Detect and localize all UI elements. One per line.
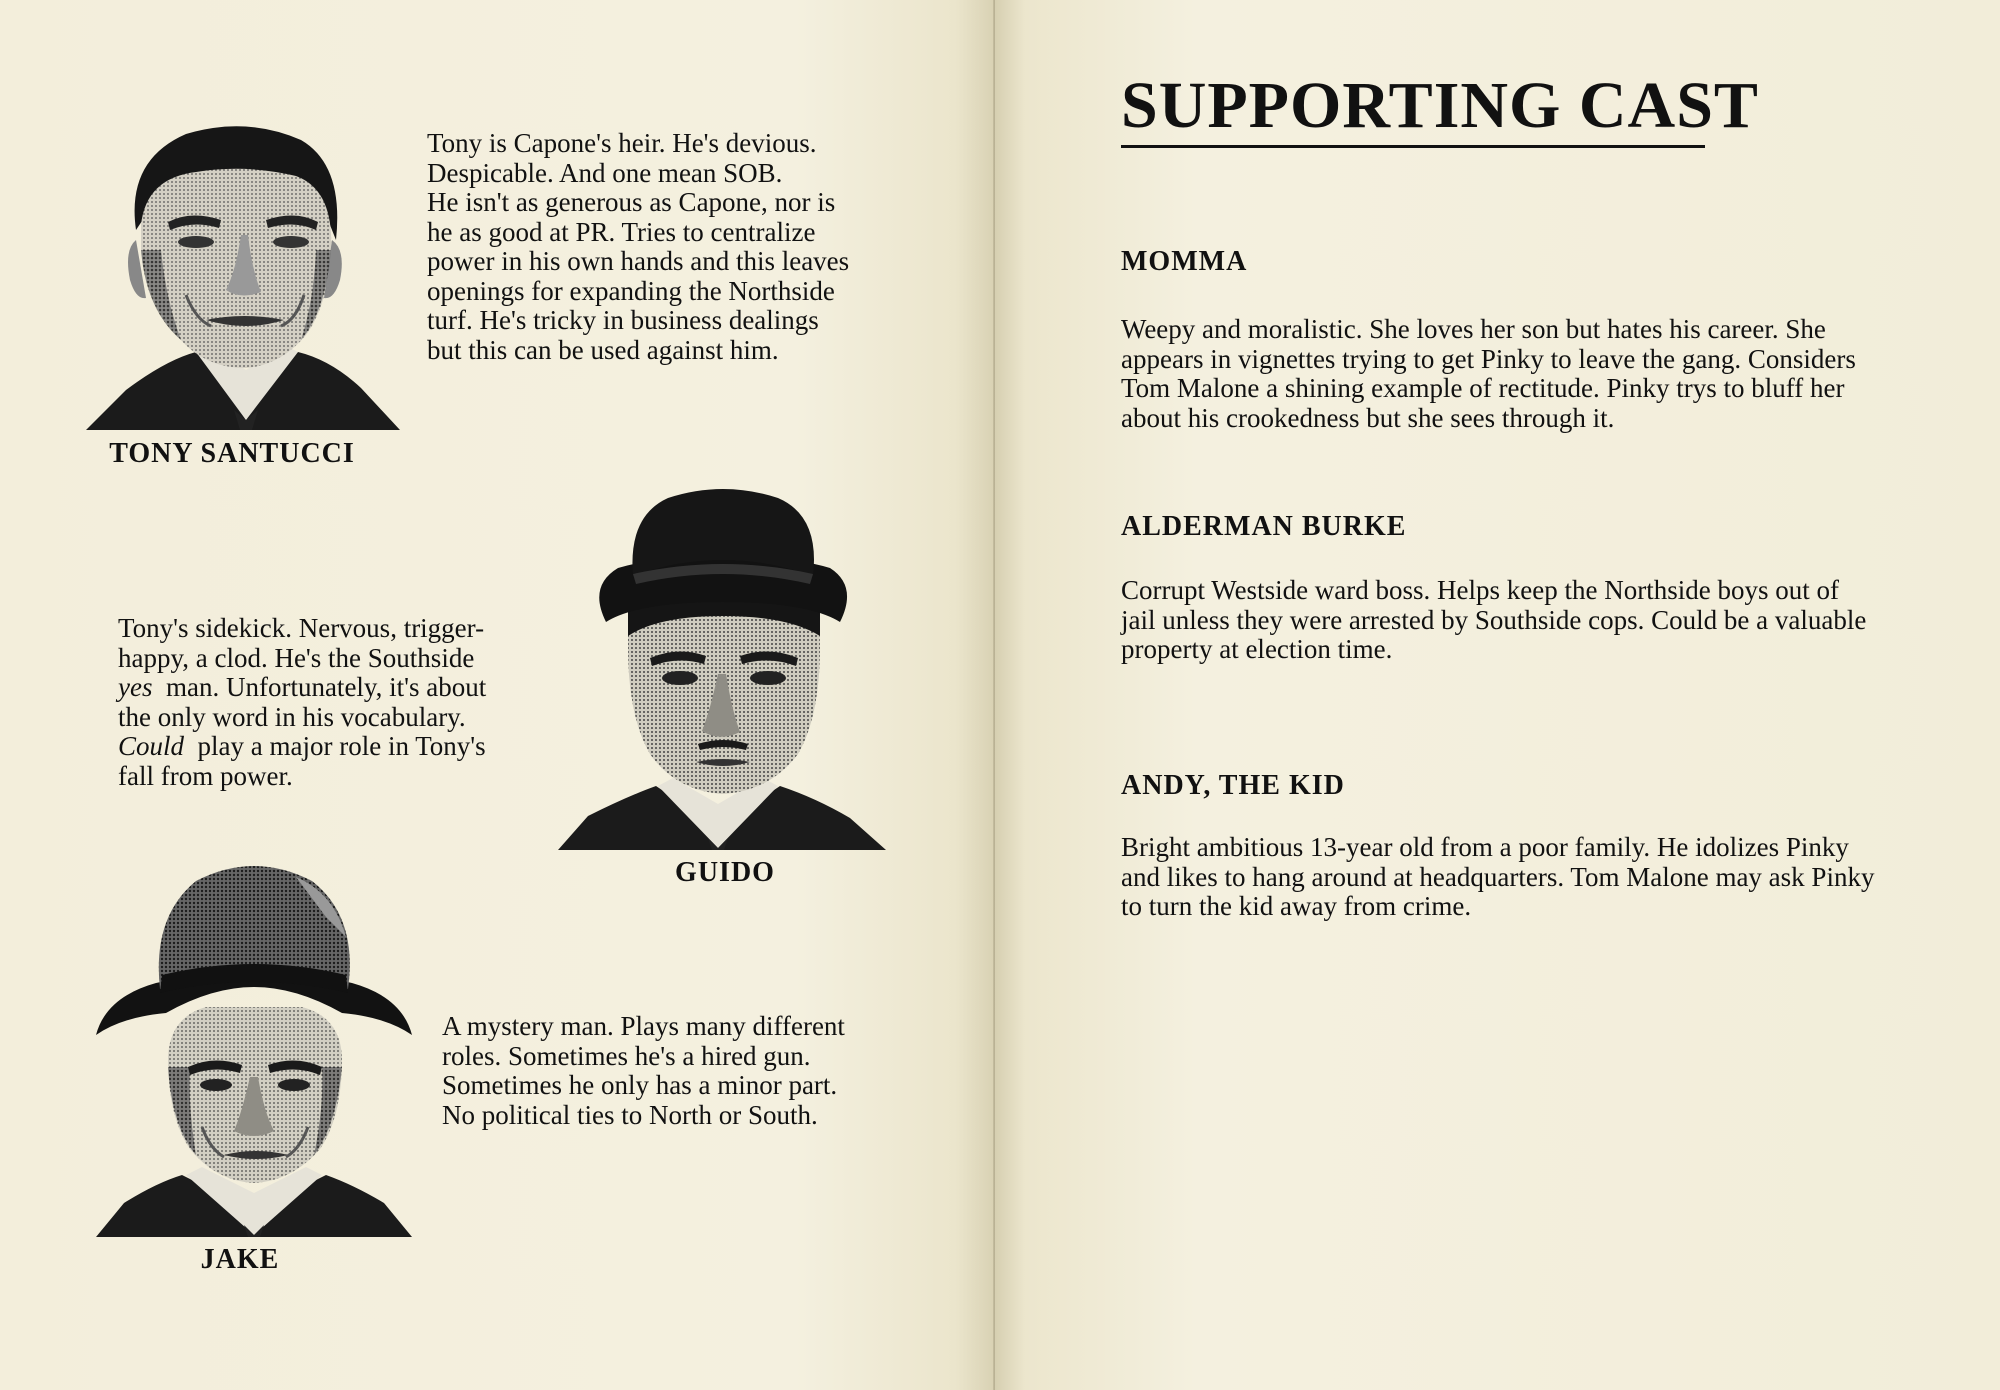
alderman-burke-heading: ALDERMAN BURKE bbox=[1121, 511, 1407, 542]
tony-santucci-bio bbox=[427, 129, 849, 365]
bio-line: happy, a clod. He's the Southside bbox=[118, 642, 475, 673]
desc-line: Corrupt Westside ward boss. Helps keep the Northside boys out of bbox=[1121, 575, 1839, 605]
desc-line: to turn the kid away from crime. bbox=[1121, 891, 1472, 921]
desc-line: property at election time. bbox=[1121, 634, 1393, 664]
bio-line: Tony is Capone's heir. He's devious. bbox=[427, 128, 817, 158]
emphasis-yes: yes bbox=[118, 672, 153, 702]
bio-line: power in his own hands and this leaves bbox=[427, 246, 850, 276]
momma-heading: MOMMA bbox=[1121, 246, 1248, 277]
bio-line bbox=[118, 732, 486, 762]
bio-line: roles. Sometimes he's a hired gun. bbox=[442, 1040, 811, 1071]
guido-portrait bbox=[558, 486, 886, 850]
right-page bbox=[995, 0, 2000, 1390]
bio-line: He isn't as generous as Capone, nor is bbox=[427, 187, 836, 217]
guido-caption: GUIDO bbox=[675, 857, 775, 888]
alderman-burke-description bbox=[1121, 576, 1866, 665]
title-underline bbox=[1121, 145, 1705, 148]
desc-line: Bright ambitious 13-year old from a poor family. He idolizes Pinky bbox=[1121, 832, 1849, 862]
bio-line: Sometimes he only has a minor part. bbox=[442, 1070, 838, 1100]
jake-bio bbox=[442, 1012, 845, 1130]
andy-the-kid-description bbox=[1121, 833, 1874, 922]
bio-line: No political ties to North or South. bbox=[442, 1099, 818, 1130]
bio-line: A mystery man. Plays many different bbox=[442, 1011, 845, 1041]
bio-line: fall from power. bbox=[118, 760, 293, 791]
bio-line bbox=[118, 673, 486, 703]
tony-santucci-portrait bbox=[86, 120, 400, 430]
momma-description bbox=[1121, 315, 1856, 433]
bio-line-text: play a major role in Tony's bbox=[197, 731, 486, 761]
bio-line-text: man. Unfortunately, it's about bbox=[165, 672, 487, 702]
bio-line: the only word in his vocabulary. bbox=[118, 701, 466, 732]
andy-the-kid-heading: ANDY, THE KID bbox=[1121, 770, 1345, 801]
desc-line: and likes to hang around at headquarters. Tom Malone may ask Pinky bbox=[1121, 861, 1875, 892]
bio-line: but this can be used against him. bbox=[427, 334, 779, 365]
desc-line: about his crookedness but she sees through it. bbox=[1121, 402, 1615, 433]
desc-line: jail unless they were arrested by Southside cops. Could be a valuable bbox=[1121, 604, 1867, 635]
bio-line: Despicable. And one mean SOB. bbox=[427, 157, 783, 188]
desc-line: Tom Malone a shining example of rectitude. Pinky trys to bluff her bbox=[1121, 373, 1845, 403]
desc-line: Weepy and moralistic. She loves her son but hates his career. She bbox=[1121, 314, 1826, 344]
emphasis-could: Could bbox=[118, 731, 185, 761]
guido-bio bbox=[118, 614, 486, 791]
desc-line: appears in vignettes trying to get Pinky to leave the gang. Considers bbox=[1121, 343, 1856, 374]
bio-line: openings for expanding the Northside bbox=[427, 275, 835, 306]
page-title: SUPPORTING CAST bbox=[1121, 69, 1759, 142]
bio-line: he as good at PR. Tries to centralize bbox=[427, 216, 816, 247]
tony-santucci-caption: TONY SANTUCCI bbox=[109, 438, 355, 469]
bio-line: turf. He's tricky in business dealings bbox=[427, 305, 819, 335]
jake-caption: JAKE bbox=[200, 1244, 280, 1275]
bio-line: Tony's sidekick. Nervous, trigger- bbox=[118, 613, 485, 643]
jake-portrait bbox=[96, 857, 412, 1237]
left-page bbox=[0, 0, 995, 1390]
